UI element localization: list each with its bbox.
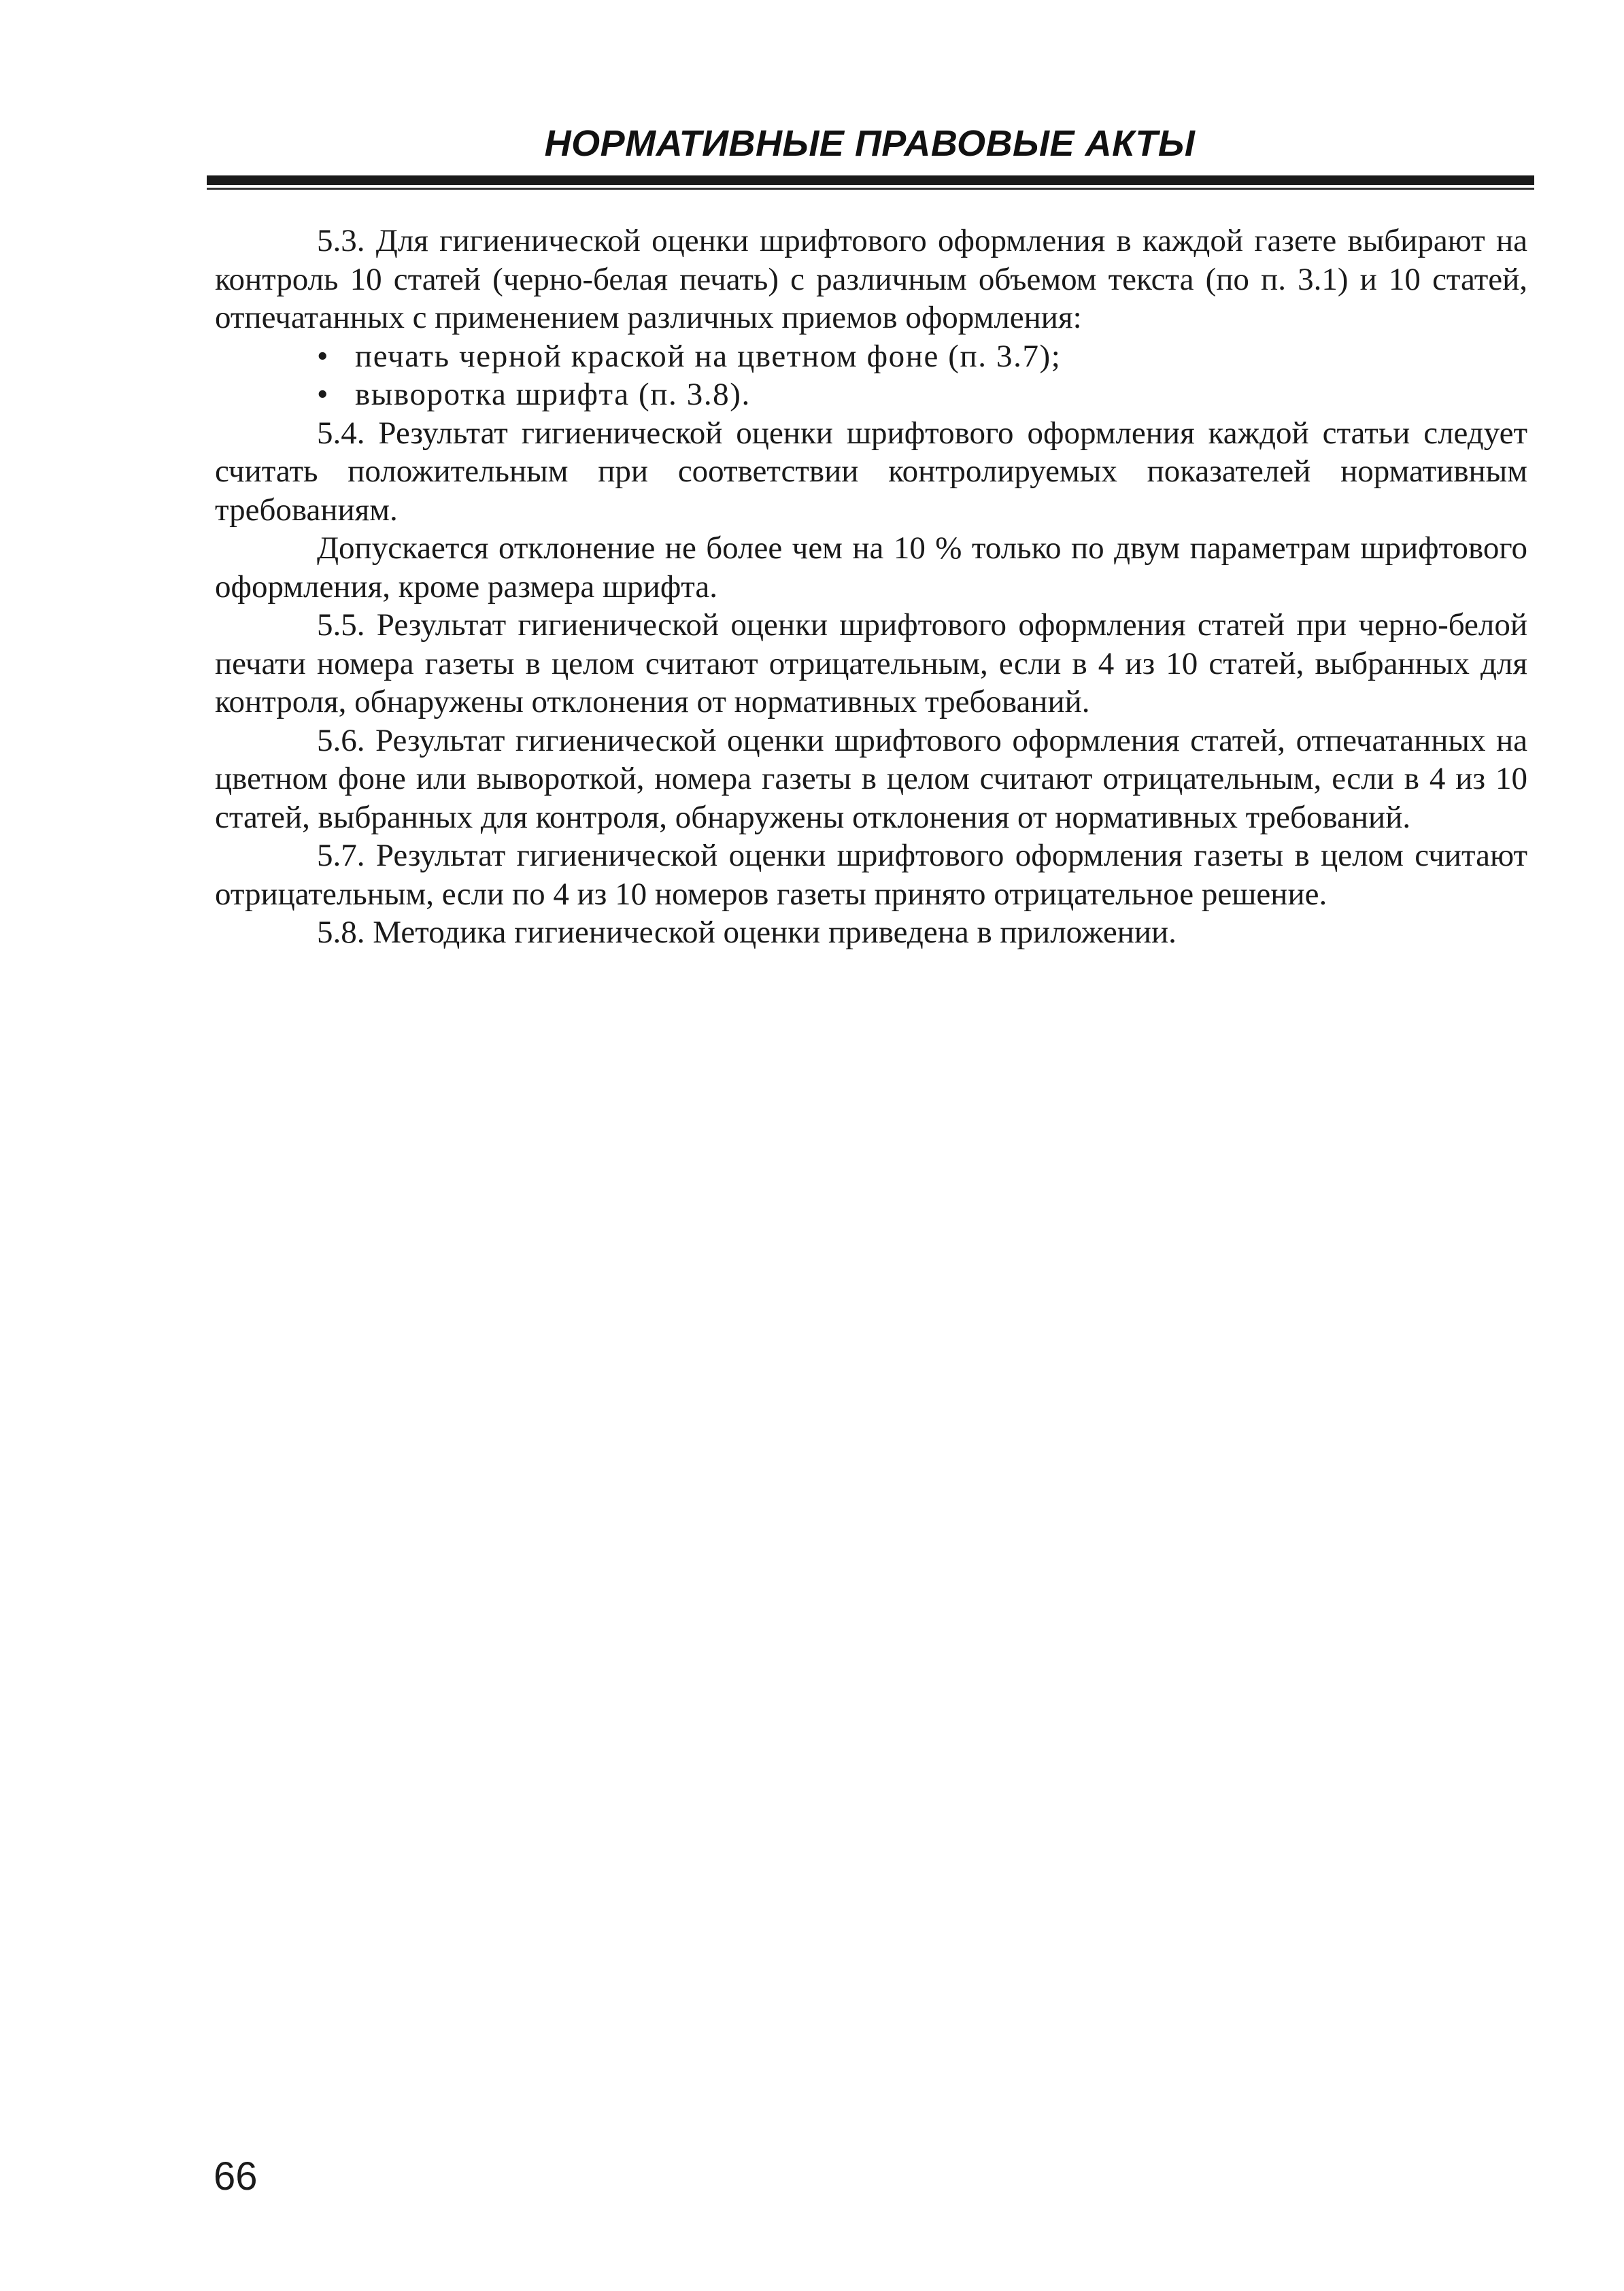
- paragraph-5-7: 5.7. Результат гигиенической оценки шрифтового оформления газеты в целом считают отрицательным, если по 4 из 10 номеров газеты принято отрицательное решение.: [215, 838, 1527, 912]
- header-rule-thin: [207, 188, 1534, 190]
- list-item-text: печать черной краской на цветном фоне (п. 3.7);: [355, 338, 1062, 374]
- list-item-text: выворотка шрифта (п. 3.8).: [355, 377, 751, 412]
- bullet-list: [215, 337, 1527, 414]
- page-number: 66: [214, 2154, 258, 2199]
- running-header-title: НОРМАТИВНЫЕ ПРАВОВЫЕ АКТЫ: [544, 123, 1196, 164]
- list-item: [215, 337, 1527, 376]
- paragraph-5-4: 5.4. Результат гигиенической оценки шрифтового оформления каждой статьи следует считать положительным при соответствии контролируемых показателей нормативным требованиям.: [215, 415, 1527, 528]
- paragraph-5-5: 5.5. Результат гигиенической оценки шрифтового оформления статей при черно-белой печати номера газеты в целом считают отрицательным, если в 4 из 10 статей, выбранных для контроля, обнаружены отклонения от нормативных требований.: [215, 607, 1527, 719]
- header-rule-thick: [207, 175, 1534, 185]
- paragraph-5-8: 5.8. Методика гигиенической оценки приведена в приложении.: [317, 915, 1177, 950]
- list-item: [215, 375, 1527, 414]
- body-text: [215, 222, 1527, 952]
- paragraph-5-4-note: Допускается отклонение не более чем на 10 % только по двум параметрам шрифтового оформления, кроме размера шрифта.: [215, 530, 1527, 605]
- paragraph-5-6: 5.6. Результат гигиенической оценки шрифтового оформления статей, отпечатанных на цветном фоне или вывороткой, номера газеты в целом считают отрицательным, если в 4 из 10 статей, выбранных для контроля, обнаружены отклонения от нормативных требований.: [215, 722, 1527, 835]
- paragraph-5-3: 5.3. Для гигиенической оценки шрифтового оформления в каждой газете выбирают на контроль 10 статей (черно-белая печать) с различным объемом текста (по п. 3.1) и 10 статей, отпечатанных с применением различных приемов оформления:: [215, 223, 1527, 335]
- bullet-icon: •: [317, 338, 330, 374]
- bullet-icon: •: [317, 377, 330, 412]
